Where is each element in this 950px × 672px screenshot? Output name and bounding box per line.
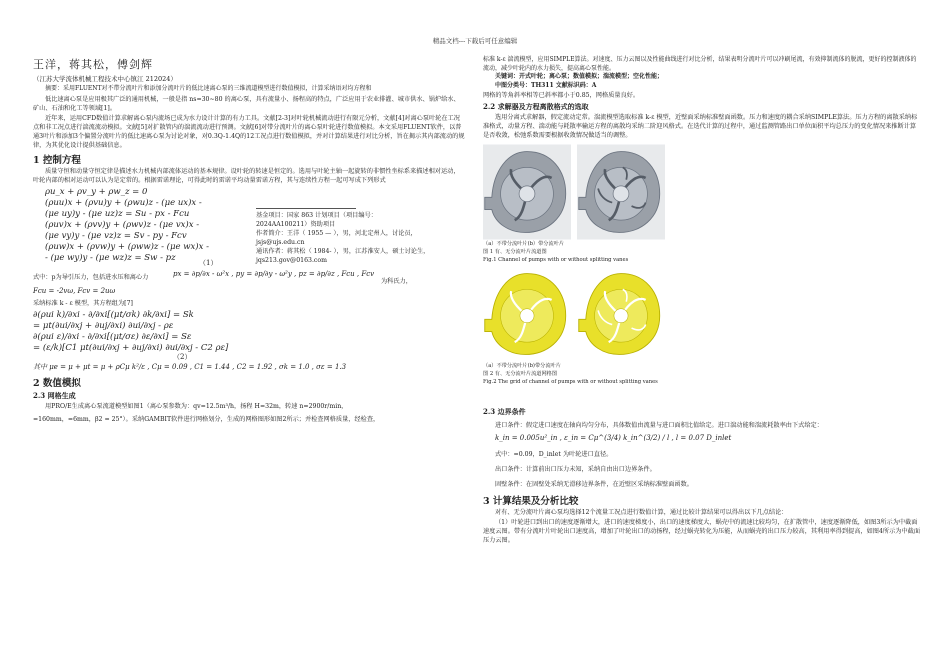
funding-line: 基金项目：国家 863 计划项目（项目编号： bbox=[256, 212, 377, 219]
intro-paragraph-1: 低比速离心泵是应用极其广泛的通用机械，一般是指 ns=30~80 的离心泵，具有流量小、扬程高的特点，广泛应用于农业排灌、城市供水、锅炉给水、矿山、石油和化工等领域[1]。 bbox=[33, 95, 460, 112]
section-1-text: 质量守恒和动量守恒定律是描述水力机械内部流体运动的基本规律。设叶轮的转速是恒定的。选用与叶轮主轴一起旋转的非惯性坐标系来描述相对运动，叶轮内部的相对运动可以认为是定常的。根据雷诺理论，可得此时的雷诺平均动量雷诺方程，其与连续性方程一起可写成下列形式 bbox=[33, 167, 460, 184]
epsilon-equation-line: ∂(ρui ε)/∂xi - ∂/∂xi[(μt/σε) ∂ε/∂xi] = Sε bbox=[33, 331, 192, 342]
section-3-title: 3 计算结果及分析比较 bbox=[483, 496, 579, 507]
figure-1-caption-en: Fig.1 Channel of pumps with or without splitting vanes bbox=[483, 256, 629, 263]
eq2-number-row bbox=[33, 354, 465, 362]
impeller-channel-image-a bbox=[483, 144, 571, 240]
outlet-condition: 出口条件：计算前出口压力未知，采纳自由出口边界条件。 bbox=[495, 466, 656, 473]
coriolis-formula: Fcu = -2vω, Fcv = 2uω bbox=[33, 286, 116, 295]
figure-2-caption-en: Fig.2 The grid of channel of pumps with or without splitting vanes bbox=[483, 378, 658, 385]
figure-2-subcaption: （a）不带分流叶片(b)带分流叶片 bbox=[483, 363, 561, 370]
section-3-text-1: 对有、无分流叶片离心泵均选择12个流量工况点进行数值计算，通过比较计算结果可以得出以下几点结论： bbox=[495, 509, 788, 516]
authors: 王洋，蒋其松，傅剑辉 bbox=[33, 58, 153, 71]
corresponding-author: 通讯作者：蒋其松（ 1984- ），男，江苏淮安人，硕士讨论生，jqs213.gov@0163.com bbox=[256, 248, 430, 264]
mesh-grid-image-a bbox=[483, 266, 571, 362]
section-2-2-title: 2.2 求解器及方程离散格式的选取 bbox=[483, 102, 589, 111]
funding-note bbox=[256, 208, 434, 265]
figure-1 bbox=[483, 144, 921, 240]
footnote-rule bbox=[256, 208, 356, 209]
section-2-1-title: 2.3 网格生成 bbox=[33, 390, 76, 400]
figure-2-caption-cn: 图 2 有、无分流叶片流道网格图 bbox=[483, 371, 558, 378]
section-2-2-text: 选用分离式求解器，假定流动定常。湍流模型选取标准 k-ε 模型，近壁面采纳标准壁面函数。压力和速度的耦合采纳SIMPLE算法。压力方程的离散采纳标准格式，动量方程、湍动能与耗散率输运方程的离散均采纳二阶迎风格式。在迭代计算的过程中，通过监测管路出口单位面积平均总压力的变化情况来推断计算是否收敛，松弛系数需要根据收敛情况做适当的调整。 bbox=[483, 114, 918, 139]
section-2-1-text: 用PRO/E生成离心泵流道模型如图1（离心泵参数为：qv=12.5m³/h，扬程 H=32m，转速 n=2900r/min， bbox=[45, 402, 348, 410]
section-3-text-2: （1）叶轮进口到出口的速度逐渐增大，进口的速度梯度小，出口的速度梯度大，蜗壳中的流速比较均匀，在扩散管中，速度逐渐降低，如图3所示为中截面速度云图。带有分流叶片叶轮出口速度高，增加了叶轮出口的动扬程，经过蜗壳转化为压能，从而蜗壳的出口压力较高，其利用率得到提高，如图4所示为中截面压力云图。 bbox=[483, 519, 921, 544]
abstract-continued: 标准 k-ε 湍流模型，应用SIMPLE算法。对速度、压力云图以及性能曲线进行对比分析，结果表明分流叶片可以冲刷尾流，有效抑制流体的脱流，更好的控制液体的流动，减少叶轮内的水力损失，提高离心泵性能。 bbox=[483, 56, 917, 72]
figure-1-subcaption: （a）不带分流叶片(b）带分流叶片 bbox=[483, 241, 565, 247]
coriolis-label: 为科氏力， bbox=[381, 277, 412, 285]
inlet-condition: 进口条件：假定进口速度在轴向均匀分布，具体数值由流量与进口面积比值给定。进口湍动能和湍流耗散率由下式给定： bbox=[495, 422, 823, 429]
section-2-3-title: 2.3 边界条件 bbox=[483, 407, 526, 416]
equation-line: (ρuu)x + (ρvu)y + (ρwu)z - (μe ux)x - bbox=[45, 197, 202, 208]
pressure-terms: px = ∂p/∂x - ω²x , py = ∂p/∂y - ω²y , pz = ∂p/∂z , Fcu , Fcv bbox=[173, 269, 375, 278]
equation-line: ρu_x + ρv_y + ρw_z = 0 bbox=[45, 186, 148, 197]
impeller-channel-image-b bbox=[577, 144, 665, 240]
author-bio: 作者简介：王洋（ 1955 — ），男，河北定州人，讨论员，jsjs@ujs.edu.cn bbox=[256, 230, 417, 246]
inlet-formula-note: 式中：=0.09，D_inlet 为叶轮进口直径。 bbox=[495, 451, 613, 458]
k-equation-line: = μt(∂ui/∂xj + ∂uj/∂xi) ∂ui/∂xj - ρε bbox=[33, 320, 174, 331]
equation-line: (ρuv)x + (ρvv)y + (ρwv)z - (μe vx)x - bbox=[45, 219, 200, 230]
equation-line: - (μe wy)y - (μe wz)z = Sw - pz bbox=[45, 252, 176, 263]
header-note: 精品文档---下载后可任意编辑 bbox=[432, 37, 518, 45]
right-column-lower bbox=[483, 405, 921, 545]
k-epsilon-intro: 采纳标准 k - ε 模型，其方程组为[7] bbox=[33, 299, 133, 307]
section-1-title: 1 控制方程 bbox=[33, 154, 81, 166]
mesh-grid-image-b bbox=[577, 266, 665, 362]
keywords: 关键词：开式叶轮；离心泵；数值模拟；湍流模型；空化性能； bbox=[495, 73, 664, 80]
wall-condition: 固壁条件：在固壁处采纳无滑移边界条件，在近壁区采纳标准壁面函数。 bbox=[495, 481, 693, 488]
figure-2 bbox=[483, 266, 921, 362]
equation-line: (μe vy)y - (μe vz)z = Sv - py - Fcv bbox=[45, 230, 187, 241]
figure-1-caption-cn: 图 1 有、无分流叶片流道图 bbox=[483, 248, 547, 255]
epsilon-equation-line: = (ε/k)[C1 μt(∂ui/∂xj + ∂uj/∂xi) ∂ui/∂xj - C2 ρε] bbox=[33, 342, 229, 353]
equation-line: (μe uy)y - (μe uz)z = Su - px - Fcu bbox=[45, 208, 190, 219]
k-epsilon-equations bbox=[33, 310, 465, 354]
where-text: 式中：p为导引压力，包括进水压和离心力 bbox=[33, 273, 149, 281]
equation-line: (ρuw)x + (ρvw)y + (ρww)z - (μe wx)x - bbox=[45, 241, 209, 252]
equation-1-number: （1） bbox=[199, 258, 218, 267]
funding-line: 2024AA100211）资助项目 bbox=[256, 221, 336, 228]
governing-equations bbox=[33, 187, 258, 264]
k-equation-line: ∂(ρui k)/∂xi - ∂/∂xi[(μt/σk) ∂k/∂xi] = Sk bbox=[33, 309, 194, 320]
right-column bbox=[483, 56, 921, 386]
affiliation: （江苏大学流体机械工程技术中心镇江 212024） bbox=[33, 75, 177, 83]
equation-2-number: （2） bbox=[173, 352, 192, 361]
section-2-1-text-2: =160mm，=6mm，β2 = 25°）。采纳GAMBIT软件进行网格划分，生成的网格图形如图2所示；并检查网格质量，经检查， bbox=[33, 415, 380, 423]
model-constants: 其中 μe = μ + μt = μ + ρCμ k²/ε , Cμ = 0.09 , C1 = 1.44 , C2 = 1.92 , σk = 1.0 , σε = 1.3 bbox=[33, 362, 347, 371]
intro-paragraph-2: 近年来，运用CFD数值计算求解离心泵内流场已成为水力设计计算的有力工具。文献[2-3]对叶轮机械流动进行有限元分析，文献[4]对离心泵叶轮在工况点和非工况点进行湍流流动模拟。文献[5]对扩散管内的湍流流动进行预测。文献[6]对带分流叶片的离心泵叶轮进行数值模拟。本文采用FLUENT软件，以普通3叶片和添加3个偏置分流叶片的低比速离心泵为讨论对象，对0.3Q-1.4Q的12工况点进行数值模拟，并对计算结果进行对比分析，旨在揭示其内部流动的规律，为其优化设计提供基础信息。 bbox=[33, 114, 465, 149]
grid-quality-note: 网格的等角斜率相等已斜率都小于0.85，网格质量良好。 bbox=[483, 92, 640, 99]
section-2-title: 2 数值模拟 bbox=[33, 377, 81, 389]
classification-number: 中图分类号：TH311 文献标识码：A bbox=[495, 81, 597, 89]
abstract: 摘要：采用FLUENT对不带分流叶片和添加分流叶片的低比速离心泵的三维流道模型进行数值模拟，计算采纳语对均方程和 bbox=[45, 85, 372, 92]
inlet-turbulence-formula: k_in = 0.005u²_in , ε_in = Cμ^(3/4) k_in^(3/2) / l , l = 0.07 D_inlet bbox=[495, 434, 732, 442]
